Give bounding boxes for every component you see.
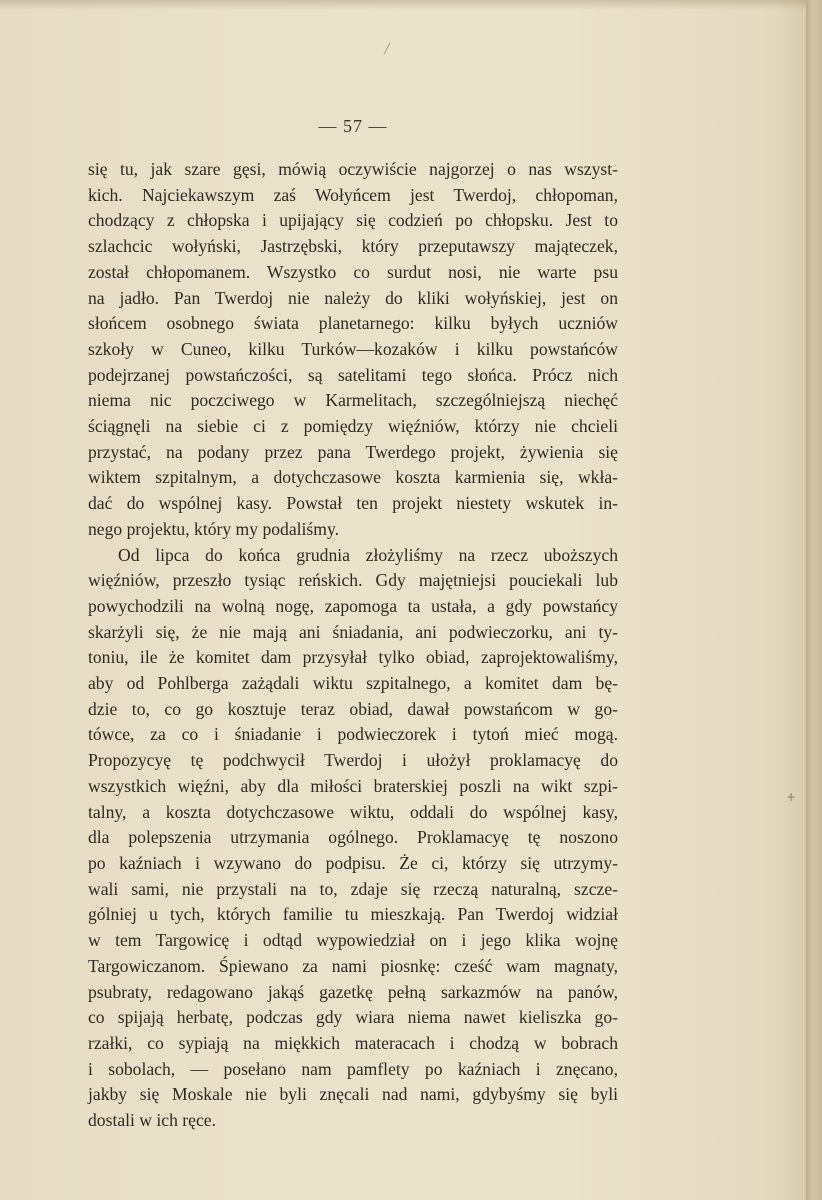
text-line: się tu, jak szare gęsi, mówią oczywiście najgorzej o nas wszyst- (88, 159, 618, 179)
book-fore-edge (806, 0, 822, 1200)
pencil-mark: ╱ (384, 44, 391, 55)
text-line: aby od Pohlberga zażądali wiktu szpitalnego, a komitet dam bę- (88, 673, 618, 694)
page-number: — 57 — (318, 116, 388, 136)
text-line: i sobolach, — posełano nam pamflety po kaźniach i znęcano, (88, 1058, 618, 1079)
text-line: chodzący z chłopska i upijający się codzień po chłopsku. Jest to (88, 210, 618, 231)
text-line: ściągnęli na siebie ci z pomiędzy więźniów, którzy nie chcieli (88, 416, 618, 437)
text-line: dzie to, co go kosztuje teraz obiad, dawał powstańcom w go- (88, 698, 618, 719)
text-line: psubraty, redagowano jakąś gazetkę pełną sarkazmów na panów, (88, 981, 618, 1002)
text-line: toniu, ile że komitet dam przysyłał tylko obiad, zaprojektowaliśmy, (88, 647, 618, 668)
text-line: nego projektu, który my podaliśmy. (88, 518, 340, 539)
text-line: więźniów, przeszło tysiąc reńskich. Gdy majętniejsi pouciekali lub (88, 570, 618, 591)
text-line: Targowiczanom. Śpiewano za nami piosnkę: cześć wam magnaty, (88, 955, 618, 976)
page-top-shadow (0, 0, 806, 10)
text-line: skarżyli się, że nie mają ani śniadania, ani podwieczorku, ani ty- (88, 621, 618, 642)
body-text (88, 157, 618, 1134)
text-line: powychodzili na wolną nogę, zapomoga ta ustała, a gdy powstańcy (88, 595, 618, 616)
text-line: dostali w ich ręce. (88, 1110, 216, 1131)
text-line: Propozycyę tę podchwycił Twerdoj i ułożył proklamacyę do (88, 750, 618, 771)
text-line: dać do wspólnej kasy. Powstał ten projekt niestety wskutek in- (88, 493, 618, 514)
text-line: został chłopomanem. Wszystko co surdut nosi, nie warte psu (88, 261, 618, 282)
text-line: rzałki, co sypiają na miękkich materacach i chodzą w bobrach (88, 1032, 618, 1053)
text-line: słońcem osobnego świata planetarnego: kilku byłych uczniów (88, 313, 618, 334)
text-line: talny, a koszta dotychczasowe wiktu, oddali do wspólnej kasy, (88, 801, 618, 822)
text-line: podejrzanej powstańczości, są satelitami tego słońca. Prócz nich (88, 364, 618, 385)
text-line: po kaźniach i wzywano do podpisu. Że ci, którzy się utrzymy- (88, 852, 618, 873)
text-line: kich. Najciekawszym zaś Wołyńcem jest Twerdoj, chłopoman, (88, 184, 618, 205)
text-line: wiktem szpitalnym, a dotychczasowe koszta karmienia się, wkła- (88, 467, 618, 488)
text-line: na jadło. Pan Twerdoj nie należy do kliki wołyńskiej, jest on (88, 287, 618, 308)
text-line: dla polepszenia utrzymania ogólnego. Proklamacyę tę noszono (88, 827, 618, 848)
text-line: szlachcic wołyński, Jastrzębski, który przeputawszy majątеczek, (88, 236, 618, 257)
text-line: wali sami, nie przystali na to, zdaje się rzeczą naturalną, szcze- (88, 878, 618, 899)
text-line: wszystkich więźni, aby dla miłości braterskiej poszli na wikt szpi- (88, 775, 618, 796)
text-line: co spijają herbatę, podczas gdy wiara niema nawet kieliszka go- (88, 1007, 618, 1028)
text-line: tówce, za co i śniadanie i podwieczorek i tytoń mieć mogą. (88, 724, 618, 745)
text-line: niema nic poczciwego w Karmelitach, szczególniejszą niechęć (88, 390, 618, 411)
text-line: Od lipca do końca grudnia złożyliśmy na rzecz uboższych (118, 544, 618, 565)
text-line: gólniej u tych, których familie tu mieszkają. Pan Twerdoj widział (88, 904, 618, 925)
text-line: przystać, na podany przez pana Twerdego projekt, żywienia się (88, 441, 618, 462)
text-line: szkoły w Cuneo, kilku Turków—kozaków i kilku powstańców (88, 338, 618, 359)
text-line: w tem Targowicę i odtąd wypowiedział on i jego klika wojnę (88, 930, 618, 951)
text-line: jakby się Moskale nie byli znęcali nad nami, gdybyśmy się byli (88, 1084, 618, 1105)
margin-mark: + (786, 790, 797, 804)
